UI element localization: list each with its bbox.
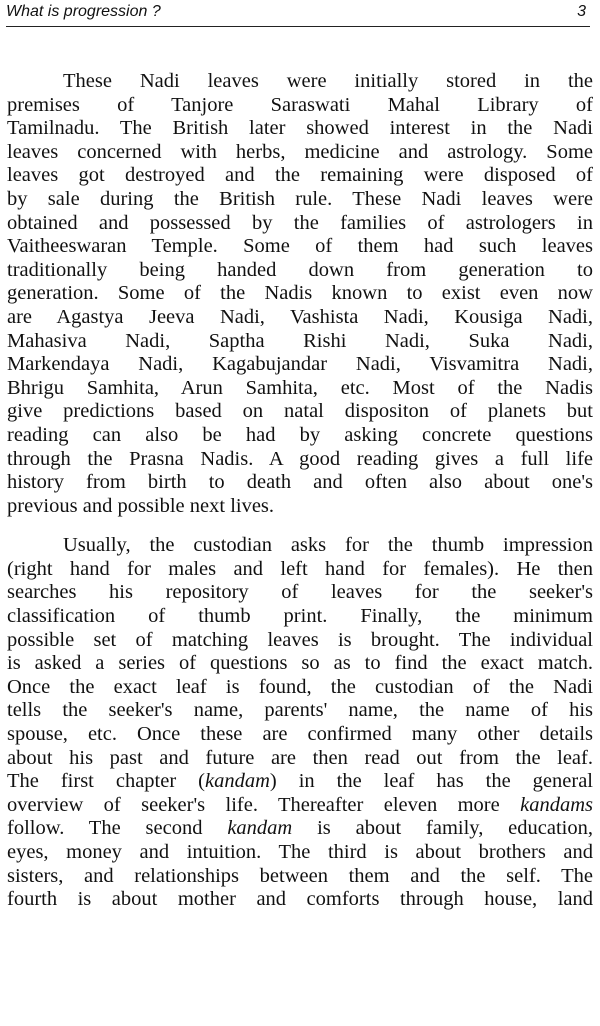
text-line: classification of thumb print. Finally, the minimum — [7, 605, 593, 628]
italic-term: kandam — [227, 817, 293, 840]
running-head-title: What is progression ? — [6, 3, 161, 20]
text-line: history from birth to death and often also about one's — [7, 471, 593, 494]
text-line: searches his repository of leaves for the seeker's — [7, 581, 593, 604]
text-line: spouse, etc. Once these are confirmed many other details — [7, 723, 593, 746]
text-line: leaves concerned with herbs, medicine and astrology. Some — [7, 140, 593, 163]
text-line: Vaitheeswaran Temple. Some of them had such leaves — [7, 235, 593, 258]
text-line: Mahasiva Nadi, Saptha Rishi Nadi, Suka Nadi, — [7, 329, 593, 352]
text-line: These Nadi leaves were initially stored in the — [63, 70, 593, 92]
text-line: (right hand for males and left hand for females). He then — [7, 557, 593, 580]
text-line: is asked a series of questions so as to find the exact match. — [7, 652, 593, 675]
text-line: by sale during the British rule. These Nadi leaves were — [7, 187, 593, 210]
text-line: reading can also be had by asking concrete questions — [7, 423, 593, 446]
text-line: Usually, the custodian asks for the thumb impression — [63, 534, 593, 557]
text-line: fourth is about mother and comforts through house, land — [7, 888, 593, 911]
text-line: about his past and future are then read out from the leaf. — [7, 746, 593, 769]
text-line: generation. Some of the Nadis known to exist even now — [7, 282, 593, 305]
text-line: follow. The second kandam is about family, education, — [7, 817, 593, 840]
text-line: Once the exact leaf is found, the custodian of the Nadi — [7, 675, 593, 698]
text-line: through the Prasna Nadis. A good reading gives a full life — [7, 447, 593, 470]
text-line: Tamilnadu. The British later showed interest in the Nadi — [7, 117, 593, 140]
text-line: Markendaya Nadi, Kagabujandar Nadi, Visvamitra Nadi, — [7, 353, 593, 376]
text-line: premises of Tanjore Saraswati Mahal Library of — [7, 93, 593, 116]
text-line: traditionally being handed down from generation to — [7, 258, 593, 281]
body-text — [7, 70, 593, 928]
text-line: sisters, and relationships between them and the self. The — [7, 864, 593, 887]
text-line: overview of seeker's life. Thereafter eleven more kandams — [7, 793, 593, 816]
text-line: eyes, money and intuition. The third is about brothers and — [7, 841, 593, 863]
italic-term: kandams — [520, 793, 593, 816]
text-line: give predictions based on natal dispositon of planets but — [7, 400, 593, 423]
text-line: obtained and possessed by the families of astrologers in — [7, 211, 593, 234]
paragraph-2 — [7, 534, 593, 912]
text-line: tells the seeker's name, parents' name, the name of his — [7, 699, 593, 722]
text-line: The first chapter (kandam) in the leaf has the general — [7, 770, 593, 793]
text-line: possible set of matching leaves is brought. The individual — [7, 628, 593, 651]
page-number: 3 — [577, 3, 586, 20]
text-line: are Agastya Jeeva Nadi, Vashista Nadi, Kousiga Nadi, — [7, 305, 593, 328]
text-line: leaves got destroyed and the remaining were disposed of — [7, 164, 593, 187]
text-line: Bhrigu Samhita, Arun Samhita, etc. Most of the Nadis — [7, 376, 593, 399]
paragraph-1 — [7, 70, 593, 518]
italic-term: kandam — [204, 770, 270, 793]
page-header — [6, 0, 590, 27]
text-line: previous and possible next lives. — [7, 494, 275, 517]
